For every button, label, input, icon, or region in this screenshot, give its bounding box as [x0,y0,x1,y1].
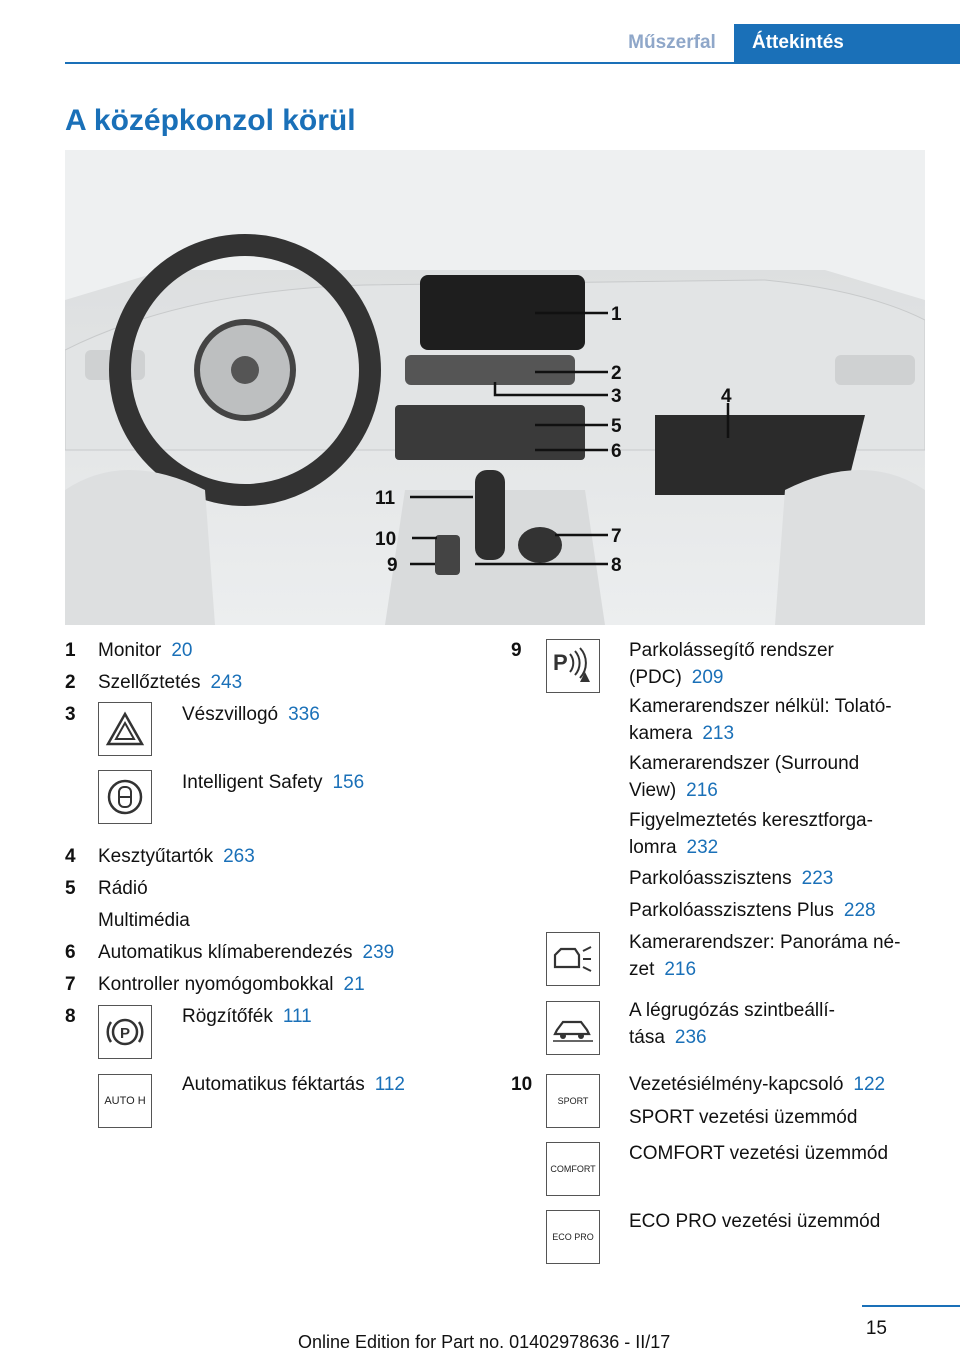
item-number: 1 [65,640,76,661]
callout-10: 10 [375,529,397,550]
page-link[interactable]: 216 [664,959,697,980]
list-item [629,1208,880,1235]
item-text: Kamerarendszer nélkül: Tolató- [629,696,892,717]
sport-label: SPORT [557,1096,589,1106]
item-text: (PDC) [629,667,682,688]
list-item [182,1071,405,1098]
item-text: Kesztyűtartók [98,846,214,867]
item-text: Monitor [98,640,162,661]
page-link[interactable]: 156 [332,772,365,793]
item-number: 2 [65,672,76,693]
item-number: 7 [65,974,76,995]
list-item [98,669,242,696]
item-text: Multimédia [98,910,190,931]
header-bar [65,24,960,64]
callout-1: 1 [611,304,622,325]
list-item [629,865,833,892]
item-text: Intelligent Safety [182,772,323,793]
item-text: Automatikus klímaberendezés [98,942,353,963]
list-item [629,693,892,747]
page-link[interactable]: 228 [843,900,876,921]
item-text: Parkolóasszisztens [629,868,792,889]
list-item [629,997,835,1051]
item-text: zet [629,959,655,980]
list-item [629,929,900,983]
item-text: Rádió [98,878,148,899]
callout-9: 9 [387,555,398,576]
page-link[interactable]: 263 [223,846,255,867]
list-item [182,701,320,728]
footer-rule [862,1305,960,1307]
dashboard-figure [65,150,925,625]
item-text: Parkolássegítő rendszer [629,640,834,661]
item-text: SPORT vezetési üzemmód [629,1107,858,1128]
callout-7: 7 [611,526,622,547]
list-item [98,971,365,998]
hazard-triangle-icon [98,702,152,756]
page-title: A középkonzol körül [65,104,356,137]
item-text: tása [629,1027,665,1048]
item-number: 4 [65,846,76,867]
page-link[interactable]: 243 [210,672,243,693]
item-number: 10 [511,1074,533,1095]
eco-pro-label: ECO PRO [552,1232,594,1242]
callout-6: 6 [611,441,622,462]
item-text: ECO PRO vezetési üzemmód [629,1211,881,1232]
item-text: Vészvillogó [182,704,279,725]
item-text: A légrugózás szintbeállí- [629,1000,835,1021]
page-link[interactable]: 232 [686,837,719,858]
item-text: Kontroller nyomógombokkal [98,974,334,995]
auto-hold-icon [98,1074,152,1128]
dashboard-illustration [65,150,925,625]
sport-mode-icon [546,1074,600,1128]
list-item [629,1104,857,1131]
page-link[interactable]: 223 [801,868,834,889]
item-text: COMFORT vezetési üzemmód [629,1143,889,1164]
park-distance-control-icon [546,639,600,693]
edition-note: Online Edition for Part no. 01402978636 - II/17 [298,1332,671,1352]
item-text: Szellőztetés [98,672,201,693]
page-link[interactable]: 20 [171,640,193,661]
item-text: lomra [629,837,677,858]
page-link[interactable]: 122 [853,1074,886,1095]
list-item [629,1140,888,1167]
item-number: 5 [65,878,76,899]
list-item [98,843,255,870]
comfort-mode-icon [546,1142,600,1196]
item-text: Automatikus féktartás [182,1074,365,1095]
page-number: 15 [865,1318,887,1339]
auto-hold-label: AUTO H [104,1095,146,1107]
callout-4: 4 [721,386,732,407]
callout-8: 8 [611,555,622,576]
list-item [629,897,876,924]
item-text: View) [629,780,677,801]
page-link[interactable]: 21 [343,974,365,995]
page-link[interactable]: 239 [362,942,395,963]
eco-pro-mode-icon [546,1210,600,1264]
list-item [629,637,834,691]
item-text: Figyelmeztetés keresztforga- [629,810,873,831]
item-text: Kamerarendszer: Panoráma né- [629,932,901,953]
item-number: 8 [65,1006,76,1027]
list-item [98,907,190,934]
svg-text:P: P [553,650,568,675]
item-text: Vezetésiélmény-kapcsoló [629,1074,844,1095]
page-link[interactable]: 336 [288,704,320,725]
comfort-label: COMFORT [550,1164,596,1174]
callout-5: 5 [611,416,622,437]
callout-3: 3 [611,386,622,407]
page-link[interactable]: 111 [282,1006,312,1027]
list-item [629,1071,885,1098]
item-number: 9 [511,640,522,661]
callout-2: 2 [611,363,622,384]
list-item [182,1003,312,1030]
page-link[interactable]: 213 [702,723,735,744]
callout-11: 11 [375,488,396,509]
intelligent-safety-icon [98,770,152,824]
svg-text:P: P [119,1025,131,1042]
list-item [629,807,873,861]
item-number: 3 [65,704,76,725]
list-item [98,637,193,664]
item-number: 6 [65,942,76,963]
item-text: Kamerarendszer (Surround [629,753,860,774]
list-item [98,939,394,966]
list-item [629,750,859,804]
page-link[interactable]: 236 [674,1027,707,1048]
air-suspension-icon [546,1001,600,1055]
parking-brake-icon [98,1005,152,1059]
item-text: kamera [629,723,693,744]
page-link[interactable]: 216 [686,780,718,801]
item-text: Rögzítőfék [182,1006,273,1027]
item-text: Parkolóasszisztens Plus [629,900,834,921]
panorama-view-icon [546,932,600,986]
tab-attekintes[interactable]: Áttekintés [734,24,960,62]
list-item [98,875,148,902]
page-link[interactable]: 209 [691,667,724,688]
page-link[interactable]: 112 [374,1074,405,1095]
tab-muszerfal[interactable]: Műszerfal [628,32,716,53]
list-item [182,769,364,796]
